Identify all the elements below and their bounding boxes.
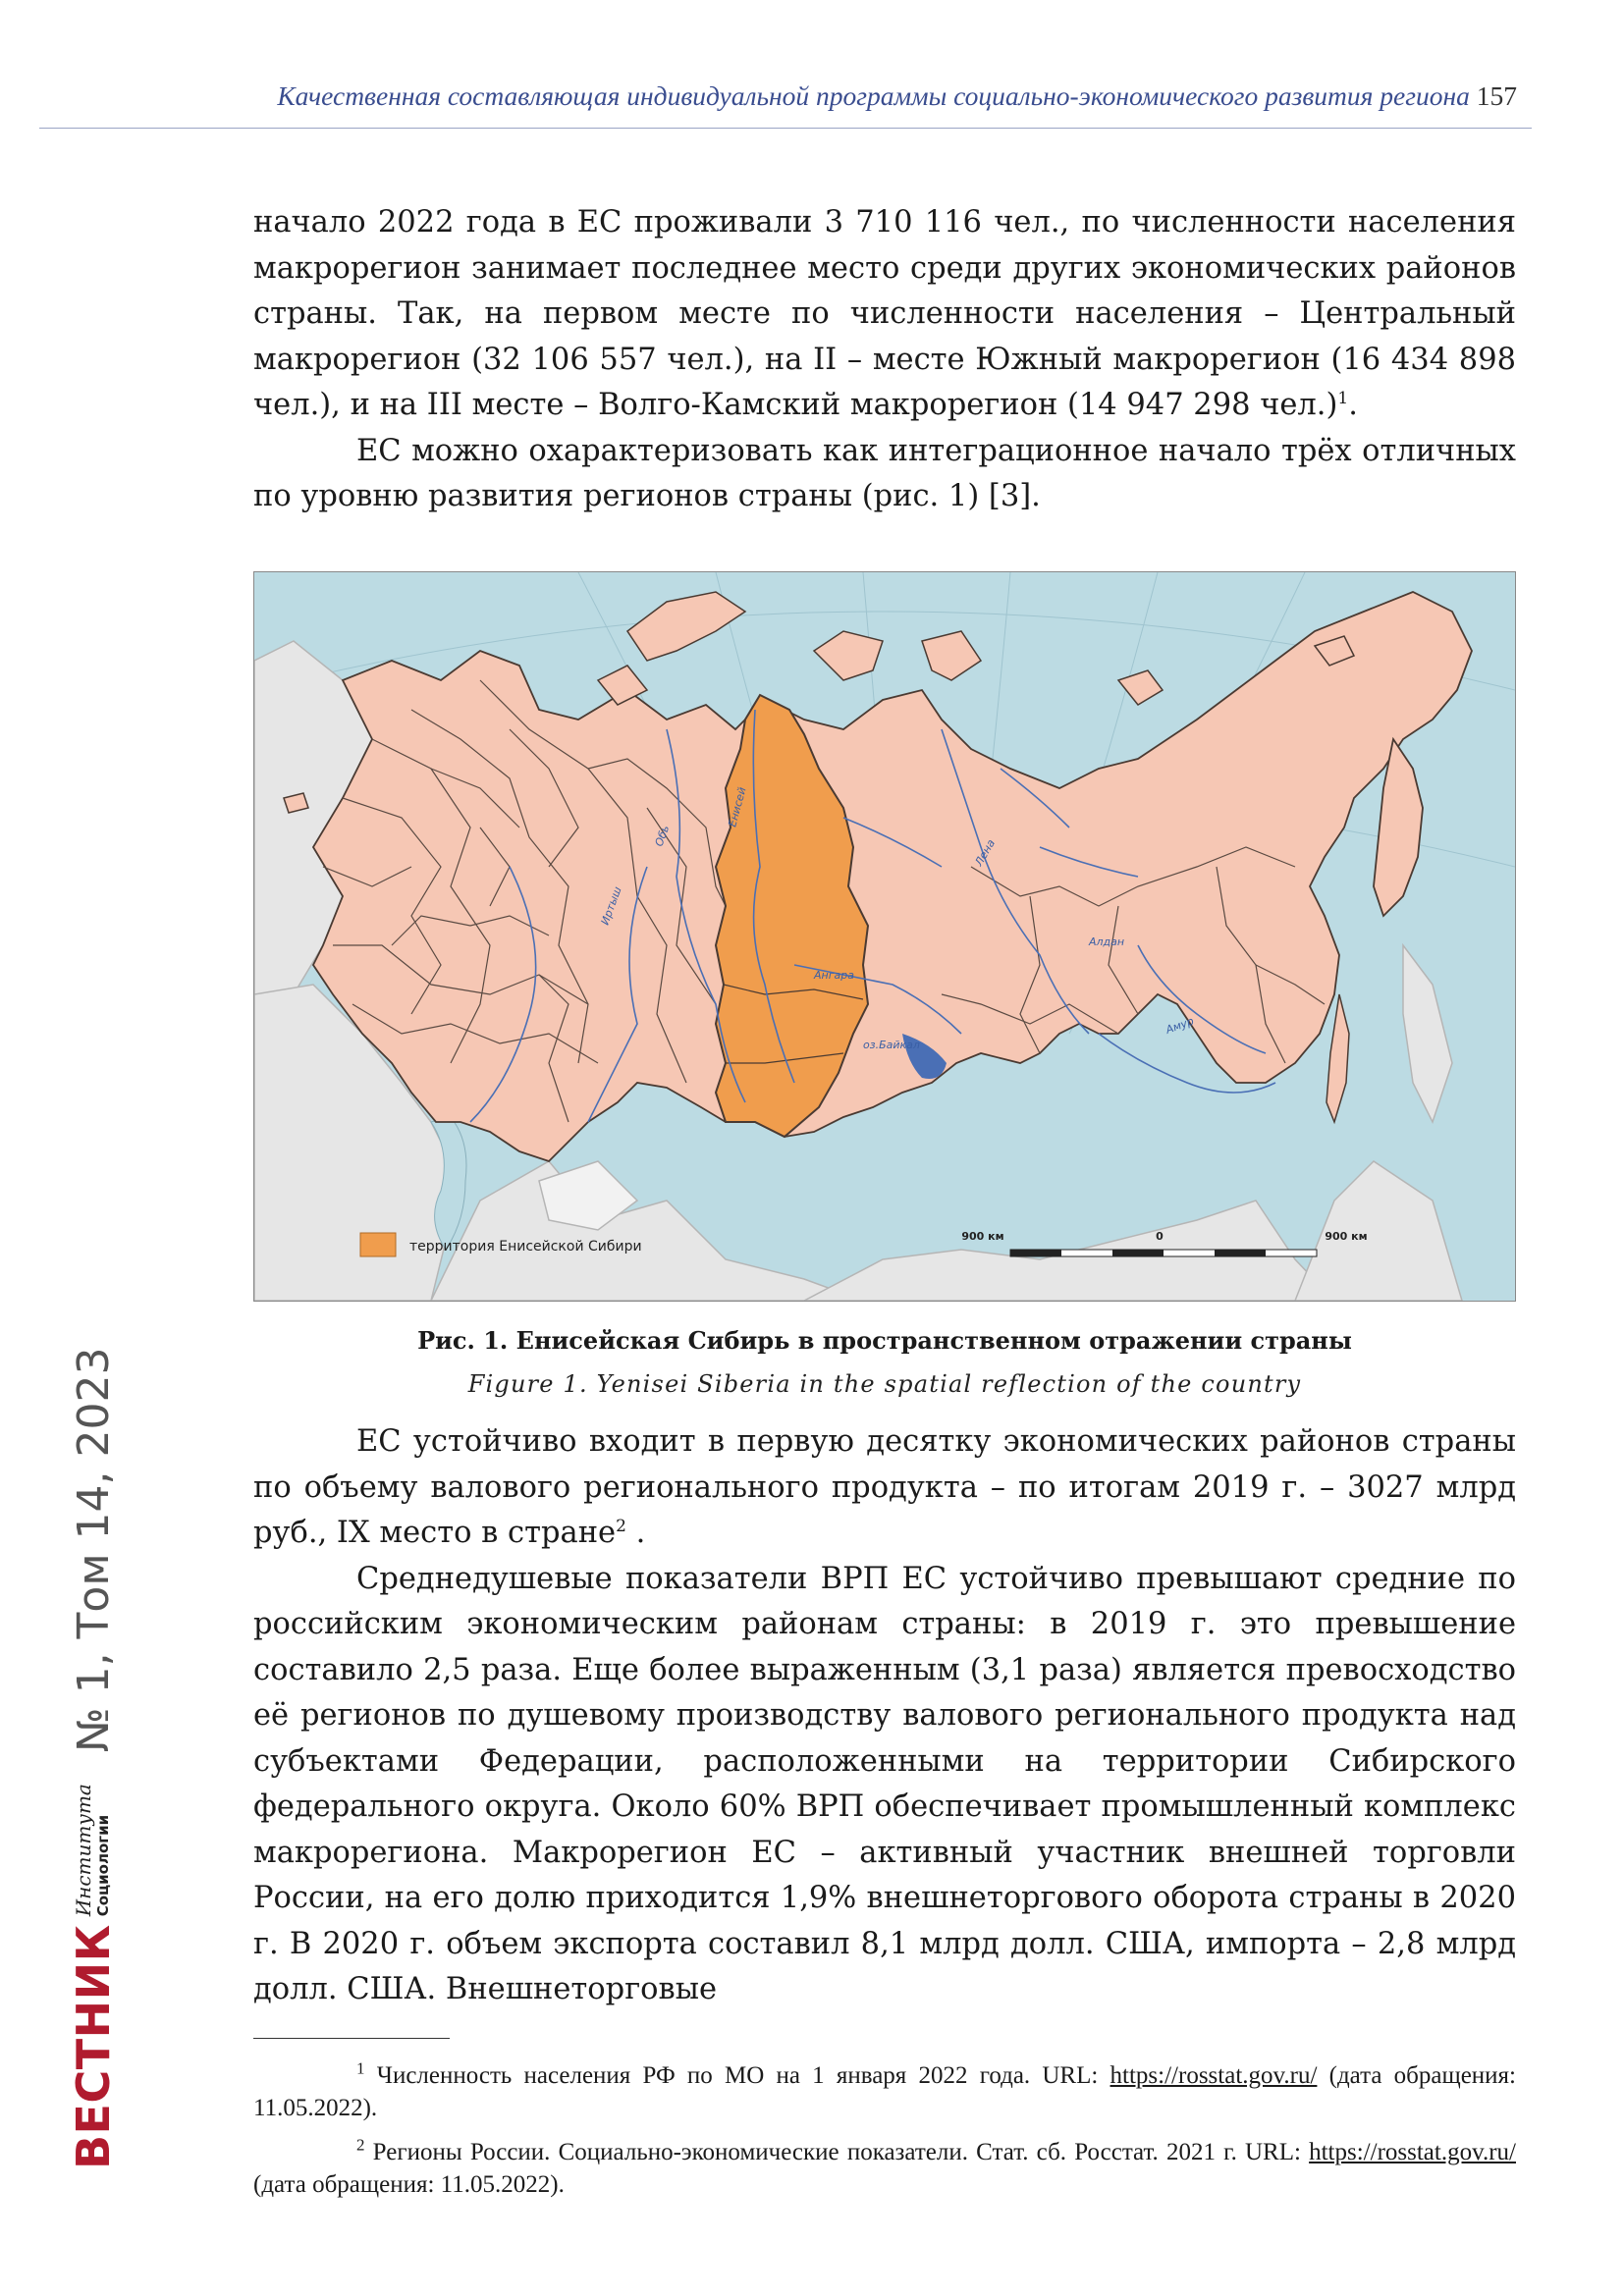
scale-label-left: 900 км [961, 1230, 1004, 1243]
paragraph-1 [253, 200, 1516, 429]
body-text-top [253, 200, 1516, 520]
footnote-2-number: 2 [356, 2135, 365, 2155]
journal-sociology: Социологии [94, 1814, 112, 1917]
journal-issue: № 1, Том 14, 2023 [68, 1347, 119, 1753]
legend-swatch [360, 1233, 396, 1256]
footnote-2-text: Регионы России. Социально-экономические показатели. Стат. сб. Росстат. 2021 г. URL: [364, 2139, 1310, 2165]
paragraph-3-text: ЕС устойчиво входит в первую десятку экономических районов страны по объему валового регионального продукта – по итогам 2019 г. – 3027 млрд руб., IX место в стране [253, 1424, 1516, 1550]
figure-caption-ru: Рис. 1. Енисейская Сибирь в пространственном отражении страны [417, 1326, 1352, 1355]
label-ob: Обь [652, 823, 673, 849]
paragraph-2: ЕС можно охарактеризовать как интеграционное начало трёх отличных по уровню развития регионов страны (рис. 1) [3]. [253, 433, 1516, 513]
running-header [54, 80, 1517, 112]
footnote-1-number: 1 [356, 2058, 365, 2078]
footnotes [253, 2059, 1516, 2213]
legend-label: территория Енисейской Сибири [409, 1239, 642, 1255]
page-number: 157 [1476, 80, 1517, 111]
journal-name: ВЕСТНИК [67, 1924, 120, 2169]
label-irtysh: Иртыш [598, 884, 624, 928]
label-aldan: Алдан [1089, 935, 1125, 948]
label-lena: Лена [972, 836, 999, 869]
paragraph-1-text: начало 2022 года в ЕС проживали 3 710 116 чел., по численности населения макрорегион занимает последнее место среди других экономических районов страны. Так, на первом месте по численности населения – Центральный макрорегион (32 106 557 чел.), на II – месте Южный макрорегион (16 434 898 чел.), и на III месте – Волго-Камский макрорегион (14 947 298 чел.) [253, 205, 1516, 422]
footnote-2-link[interactable]: https://rosstat.gov.ru/ [1309, 2139, 1516, 2165]
label-yenisei: Енисей [726, 785, 749, 828]
footnote-1-text: Численность населения РФ по МО на 1 января 2022 года. URL: [364, 2062, 1110, 2089]
scale-label-right: 900 км [1325, 1230, 1368, 1243]
body-text-bottom [253, 1419, 1516, 2013]
journal-subtitle [74, 1784, 113, 1916]
label-amur: Амур [1164, 1014, 1196, 1037]
footnote-2 [253, 2136, 1516, 2201]
figure-map [253, 571, 1516, 1302]
paragraph-1-end: . [1348, 388, 1358, 422]
scale-label-mid: 0 [1156, 1230, 1164, 1243]
footnote-ref-2[interactable]: 2 [616, 1516, 626, 1536]
label-angara: Ангара [814, 969, 854, 982]
paragraph-3-end: . [625, 1516, 646, 1550]
running-header-title: Качественная составляющая индивидуальной программы социально-экономического развития региона [277, 80, 1470, 111]
paragraph-3 [253, 1419, 1516, 1557]
footnote-2-tail: (дата обращения: 11.05.2022). [253, 2171, 565, 2198]
journal-institute: Института [72, 1784, 95, 1917]
journal-brand-vertical [44, 1188, 142, 2169]
figure-caption-en: Figure 1. Yenisei Siberia in the spatial reflection of the country [467, 1370, 1302, 1398]
footnote-ref-1[interactable]: 1 [1337, 388, 1349, 408]
footnote-1-tail: (дата обращения: 11.05.2022). [253, 2062, 1517, 2121]
header-rule [39, 128, 1532, 129]
footnote-1-link[interactable]: https://rosstat.gov.ru/ [1110, 2062, 1318, 2089]
label-baikal: оз.Байкал [863, 1039, 920, 1051]
footnote-rule [253, 2038, 450, 2039]
footnote-1 [253, 2059, 1516, 2124]
russia-map [254, 572, 1515, 1301]
paragraph-4: Среднедушевые показатели ВРП ЕС устойчиво превышают средние по российским экономическим районам страны: в 2019 г. это превышение составило 2,5 раза. Еще более выраженным (3,1 раза) является превосходство её регионов по душевому производству валового регионального продукта над субъектами Федерации, расположенными на территории Сибирского федерального округа. Около 60% ВРП обеспечивает промышленный комплекс макрорегиона. Макрорегион ЕС – активный участник внешней торговли России, на его долю приходится 1,9% внешнеторгового оборота страны в 2020 г. В 2020 г. объем экспорта составил 8,1 млрд долл. США, импорта – 2,8 млрд долл. США. Внешнеторговые [253, 1561, 1516, 2006]
